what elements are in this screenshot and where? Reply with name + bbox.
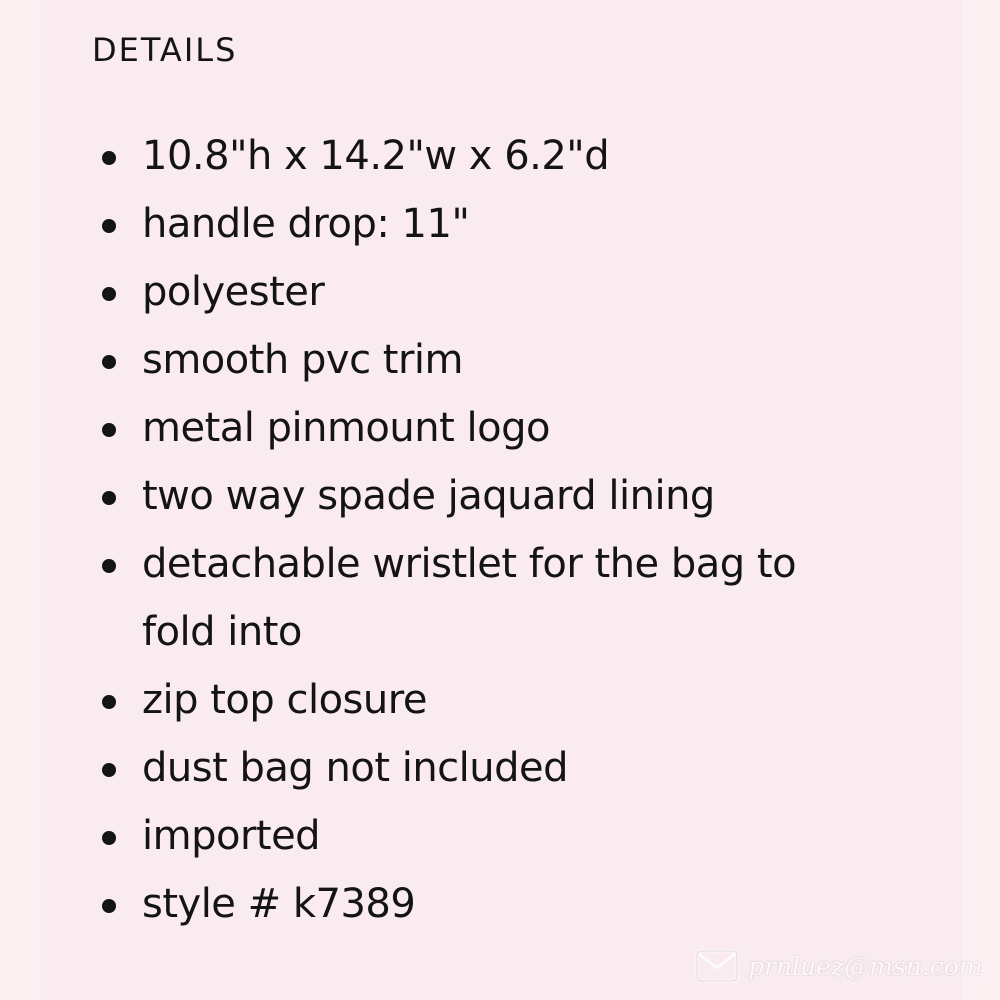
watermark-text: prnluez@msn.com xyxy=(748,951,983,981)
bullet-icon xyxy=(102,899,116,913)
details-item-trim xyxy=(98,326,858,394)
bullet-icon xyxy=(102,831,116,845)
details-item-text: detachable wristlet for the bag to fold into xyxy=(142,541,797,655)
bullet-icon xyxy=(102,559,116,573)
details-item-text: style # k7389 xyxy=(142,881,416,927)
details-item-style-number xyxy=(98,870,858,938)
details-item-text: dust bag not included xyxy=(142,745,569,791)
details-item-text: imported xyxy=(142,813,321,859)
bullet-icon xyxy=(102,763,116,777)
details-item-lining xyxy=(98,462,858,530)
details-item-text: zip top closure xyxy=(142,677,427,723)
bullet-icon xyxy=(102,491,116,505)
details-item-handle-drop xyxy=(98,190,858,258)
details-item-material xyxy=(98,258,858,326)
details-heading: DETAILS xyxy=(92,31,238,69)
bullet-icon xyxy=(102,355,116,369)
details-item-dust-bag xyxy=(98,734,858,802)
details-list xyxy=(98,122,858,938)
details-item-logo xyxy=(98,394,858,462)
mail-icon xyxy=(694,948,740,984)
details-item-text: handle drop: 11" xyxy=(142,201,470,247)
bullet-icon xyxy=(102,423,116,437)
details-item-wristlet xyxy=(98,530,858,666)
details-item-closure xyxy=(98,666,858,734)
details-item-text: smooth pvc trim xyxy=(142,337,463,383)
bullet-icon xyxy=(102,695,116,709)
details-item-imported xyxy=(98,802,858,870)
details-item-text: two way spade jaquard lining xyxy=(142,473,715,519)
details-item-text: polyester xyxy=(142,269,325,315)
bullet-icon xyxy=(102,219,116,233)
details-item-text: metal pinmount logo xyxy=(142,405,550,451)
bullet-icon xyxy=(102,287,116,301)
details-item-dimensions xyxy=(98,122,858,190)
details-item-text: 10.8"h x 14.2"w x 6.2"d xyxy=(142,133,610,179)
watermark xyxy=(694,948,982,984)
bullet-icon xyxy=(102,151,116,165)
